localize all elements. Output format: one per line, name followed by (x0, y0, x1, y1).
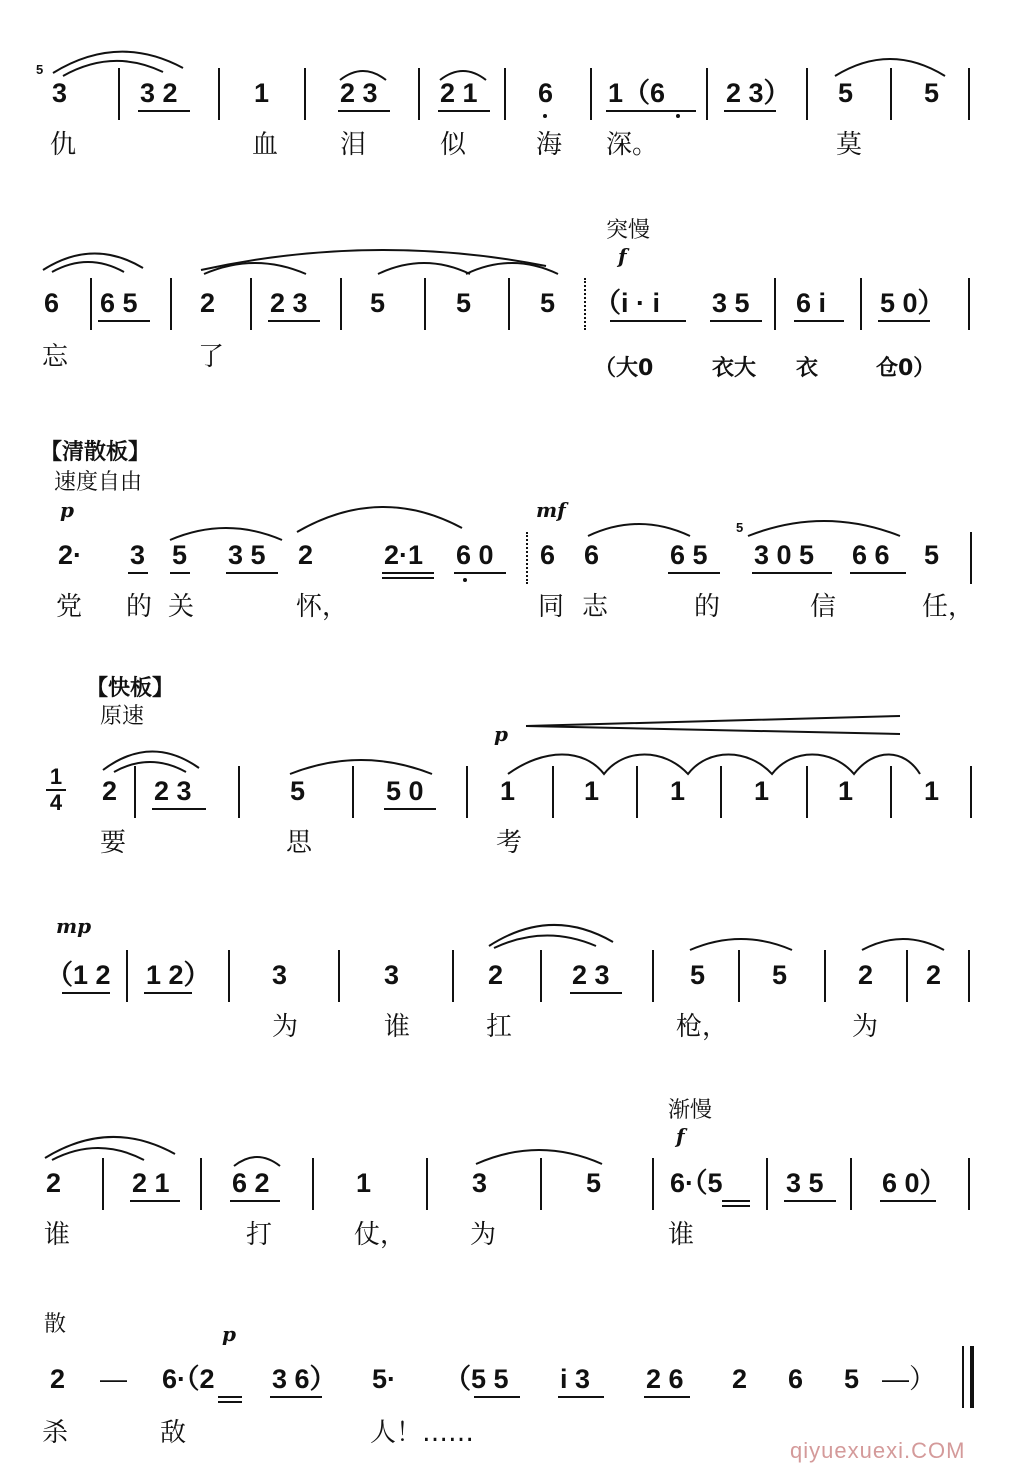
lyric: 仗， (354, 1220, 407, 1250)
lyric: 忘 (42, 342, 69, 372)
slur (230, 1148, 284, 1168)
barline (590, 68, 592, 120)
slur (374, 252, 474, 278)
dynamic-mark: mp (56, 914, 92, 938)
note: 1 (584, 776, 600, 806)
barline (584, 278, 588, 330)
note: 5 (586, 1168, 602, 1198)
underline (850, 572, 906, 574)
note: 1 (254, 78, 270, 108)
note: 2 (50, 1364, 66, 1394)
barline (218, 68, 220, 120)
lyric: 敌 (160, 1418, 187, 1448)
barline (508, 278, 510, 330)
underline (144, 992, 192, 994)
lyric: 志 (582, 592, 609, 622)
dynamic-mark: p (222, 1322, 236, 1346)
note: —） (882, 1364, 936, 1394)
note: 5 (690, 960, 706, 990)
underline (138, 110, 190, 112)
barline (824, 950, 826, 1002)
slur (58, 50, 168, 80)
underline (128, 572, 148, 574)
final-barline (970, 1346, 974, 1408)
note: 6 5 (670, 540, 708, 570)
note: 2 3 (270, 288, 308, 318)
note: 2 (488, 960, 504, 990)
note: 6·（5 (670, 1168, 723, 1198)
slur (462, 252, 562, 278)
barline (890, 766, 892, 818)
slur (292, 488, 468, 538)
barline (552, 766, 554, 818)
final-barline (962, 1346, 964, 1408)
barline (652, 1158, 654, 1210)
slur (110, 752, 190, 776)
barline (102, 1158, 104, 1210)
note: 3 0 5 (754, 540, 815, 570)
slur (504, 744, 924, 778)
barline (738, 950, 740, 1002)
barline (526, 532, 530, 584)
lyric: 打 (246, 1220, 273, 1250)
barline (466, 766, 468, 818)
slur (584, 512, 694, 540)
barline (806, 68, 808, 120)
barline (968, 950, 970, 1002)
lyric: 为 (852, 1012, 879, 1042)
note: 3 2 (140, 78, 178, 108)
barline (968, 278, 970, 330)
barline (312, 1158, 314, 1210)
note: 5 (924, 540, 940, 570)
note: 2 3 (340, 78, 378, 108)
note: 5 (456, 288, 472, 318)
lyric: 扛 (486, 1012, 513, 1042)
underline (98, 320, 150, 322)
note: 5 (290, 776, 306, 806)
lyric: 的 (694, 592, 721, 622)
tempo-mark: 突慢 (606, 218, 651, 243)
lyric: 怀， (296, 592, 349, 622)
lyric: 的 (126, 592, 153, 622)
percussion: 衣 (796, 356, 819, 381)
lyric: 莫 (836, 130, 863, 160)
dynamic-mark: mf (536, 498, 566, 522)
barline (890, 68, 892, 120)
underline (226, 572, 278, 574)
note: 5 (540, 288, 556, 318)
slur (48, 1136, 148, 1164)
underline (610, 320, 686, 322)
note: 1 (500, 776, 516, 806)
barline (860, 278, 862, 330)
slur (286, 748, 436, 778)
lyric: 杀 (42, 1418, 69, 1448)
slur (490, 924, 600, 952)
underline (62, 992, 110, 994)
note: 2· (58, 540, 83, 570)
percussion: （大0 (594, 356, 654, 381)
underline (784, 1200, 836, 1202)
octave-dot (543, 114, 547, 118)
underline (268, 320, 320, 322)
grace-note: 5 (36, 62, 44, 77)
underline (880, 1200, 936, 1202)
note: 5 (838, 78, 854, 108)
note: 3 (472, 1168, 488, 1198)
underline (752, 572, 832, 574)
note: 3 5 (786, 1168, 824, 1198)
underline (878, 320, 930, 322)
underline (724, 110, 776, 112)
barline (228, 950, 230, 1002)
dynamic-mark: f (618, 244, 627, 268)
underline (570, 992, 622, 994)
note: 1（6 (608, 78, 666, 108)
dynamic-mark: p (60, 498, 74, 522)
note: 6 (44, 288, 60, 318)
underline (606, 110, 696, 112)
note: 3 5 (712, 288, 750, 318)
note: 2 (732, 1364, 748, 1394)
percussion: 衣大 (712, 356, 757, 381)
note: 6 0） (882, 1168, 947, 1198)
note: 5 (172, 540, 188, 570)
tempo-mark: 渐慢 (668, 1098, 713, 1123)
section-label: 散 (44, 1312, 67, 1337)
note: 5 0 (386, 776, 424, 806)
note: 2 (102, 776, 118, 806)
lyric: 思 (286, 828, 313, 858)
note: 3 (272, 960, 288, 990)
lyric: 仇 (50, 130, 77, 160)
barline (850, 1158, 852, 1210)
slur (858, 928, 948, 954)
grace-note: 5 (736, 520, 744, 535)
underline (382, 577, 434, 579)
underline (270, 1396, 322, 1398)
underline (218, 1401, 242, 1403)
underline (338, 110, 390, 112)
note: i 3 (560, 1364, 591, 1394)
barline (340, 278, 342, 330)
underline (558, 1396, 604, 1398)
lyric: 信 (810, 592, 837, 622)
note: （5 5 (444, 1364, 509, 1394)
note: 1 (754, 776, 770, 806)
barline (970, 766, 972, 818)
barline (338, 950, 340, 1002)
note: 2·1 (384, 540, 424, 570)
barline (968, 1158, 970, 1210)
note: 6 2 (232, 1168, 270, 1198)
note: — (100, 1364, 127, 1394)
lyric: 了 (198, 342, 225, 372)
barline (970, 532, 972, 584)
section-label: 【快板】 (86, 676, 175, 701)
lyric: 任， (922, 592, 975, 622)
lyric: 泪 (340, 130, 367, 160)
underline (438, 110, 490, 112)
meter-top: 1 (49, 764, 63, 789)
time-signature (44, 766, 68, 814)
octave-dot (463, 578, 467, 582)
underline (474, 1396, 520, 1398)
barline (968, 68, 970, 120)
dynamic-mark: p (494, 722, 508, 746)
underline (384, 808, 436, 810)
barline (352, 766, 354, 818)
lyric: 血 (252, 130, 279, 160)
barline (452, 950, 454, 1002)
underline (230, 1200, 280, 1202)
slur (744, 508, 904, 540)
note: 6·（2 (162, 1364, 215, 1394)
note: 2 (200, 288, 216, 318)
barline (540, 1158, 542, 1210)
note: 3 (384, 960, 400, 990)
note: 6 (584, 540, 600, 570)
barline (426, 1158, 428, 1210)
lyric: 深。 (606, 130, 659, 160)
slur (686, 928, 796, 954)
barline (540, 950, 542, 1002)
note: 1 (356, 1168, 372, 1198)
note: 3 5 (228, 540, 266, 570)
tempo-mark: 原速 (100, 704, 145, 729)
note: 2 3 (154, 776, 192, 806)
note: 5 (924, 78, 940, 108)
underline (668, 572, 720, 574)
note: 6 (788, 1364, 804, 1394)
lyric: 党 (56, 592, 83, 622)
note: 5 (844, 1364, 860, 1394)
lyric: 谁 (384, 1012, 411, 1042)
underline (454, 572, 506, 574)
lyric: 为 (272, 1012, 299, 1042)
lyric: 同 (538, 592, 565, 622)
barline (418, 68, 420, 120)
lyric: 人！…… (370, 1418, 475, 1448)
barline (720, 766, 722, 818)
note: 2 1 (132, 1168, 170, 1198)
meter-bottom: 4 (49, 790, 63, 815)
underline (794, 320, 844, 322)
lyric: 考 (496, 828, 523, 858)
crescendo (524, 712, 904, 736)
barline (250, 278, 252, 330)
underline (722, 1205, 750, 1207)
note: 1 2） (146, 960, 211, 990)
note: 5 0） (880, 288, 945, 318)
lyric: 似 (440, 130, 467, 160)
barline (504, 68, 506, 120)
note: 6 (538, 78, 554, 108)
barline (636, 766, 638, 818)
underline (710, 320, 762, 322)
note: 2 1 (440, 78, 478, 108)
octave-dot (676, 114, 680, 118)
underline (130, 1200, 180, 1202)
barline (238, 766, 240, 818)
underline (170, 572, 190, 574)
barline (652, 950, 654, 1002)
note: 5 (772, 960, 788, 990)
underline (644, 1396, 690, 1398)
barline (200, 1158, 202, 1210)
watermark: qiyuexuexi.COM (790, 1438, 966, 1463)
note: 6 5 (100, 288, 138, 318)
note: 3 (52, 78, 68, 108)
note: 5· (372, 1364, 397, 1394)
note: 2 (926, 960, 942, 990)
note: 2 6 (646, 1364, 684, 1394)
barline (774, 278, 776, 330)
note: 6 (540, 540, 556, 570)
slur (472, 1138, 606, 1168)
underline (382, 572, 434, 574)
note: （1 2 (46, 960, 111, 990)
note: 2 3） (726, 78, 791, 108)
note: 1 (838, 776, 854, 806)
barline (766, 1158, 768, 1210)
barline (304, 68, 306, 120)
note: 2 (858, 960, 874, 990)
note: 1 (924, 776, 940, 806)
barline (706, 68, 708, 120)
slur (48, 252, 128, 276)
percussion: 仓0） (876, 356, 936, 381)
note: 2 (46, 1168, 62, 1198)
barline (90, 278, 92, 330)
barline (170, 278, 172, 330)
lyric: 要 (100, 828, 127, 858)
note: 6 6 (852, 540, 890, 570)
barline (126, 950, 128, 1002)
note: 2 (298, 540, 314, 570)
barline (424, 278, 426, 330)
slur (200, 252, 310, 278)
note: 5 (370, 288, 386, 318)
underline (218, 1396, 242, 1398)
tempo-mark: 速度自由 (54, 470, 143, 495)
note: 6 i (796, 288, 827, 318)
note: 3 6） (272, 1364, 337, 1394)
lyric: 为 (470, 1220, 497, 1250)
barline (906, 950, 908, 1002)
underline (722, 1200, 750, 1202)
barline (118, 68, 120, 120)
note: 2 3 (572, 960, 610, 990)
note: 1 (670, 776, 686, 806)
section-label: 【清散板】 (40, 440, 151, 465)
note: 6 0 (456, 540, 494, 570)
dynamic-mark: f (676, 1124, 685, 1148)
lyric: 海 (536, 130, 563, 160)
note: （i · i (594, 288, 660, 318)
lyric: 谁 (668, 1220, 695, 1250)
lyric: 谁 (44, 1220, 71, 1250)
barline (806, 766, 808, 818)
lyric: 枪， (676, 1012, 729, 1042)
lyric: 关 (168, 592, 195, 622)
note: 3 (130, 540, 146, 570)
barline (134, 766, 136, 818)
underline (152, 808, 206, 810)
